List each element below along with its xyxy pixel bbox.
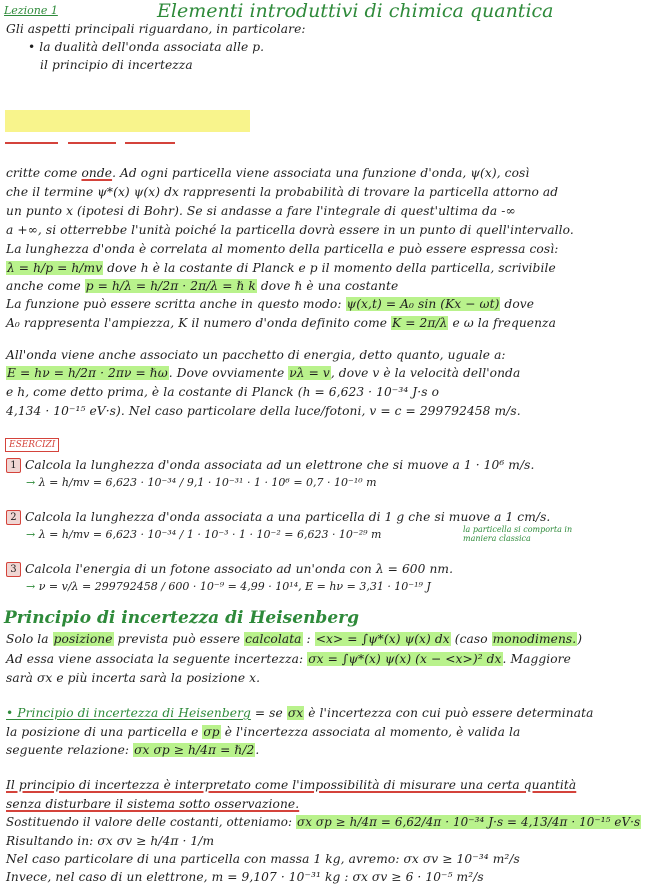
quantum-line-3: e h, come detto prima, è la costante di Planck (h = 6,623 · 10⁻³⁴ J·s o [6,385,440,399]
formula-wavenumber: K = 2π/λ [392,316,448,330]
heisenberg-line-5: la posizione di una particella e σp è l'incertezza associata al momento, è valida la [6,725,521,739]
heisenberg-line-12: Invece, nel caso di un elettrone, m = 9,107 · 10⁻³¹ kg : σx σv ≥ 6 · 10⁻⁵ m²/s [6,870,484,884]
exercise-1-answer: → λ = h/mv = 6,623 · 10⁻³⁴ / 9,1 · 10⁻³¹ · 1 · 10⁶ = 0,7 · 10⁻¹⁰ m [26,476,377,489]
wave-line-3: un punto x (ipotesi di Bohr). Se si andasse a fare l'integrale di quest'ultima da -∞ [6,204,516,218]
exercise-2-answer: → λ = h/mv = 6,623 · 10⁻³⁴ / 1 · 10⁻³ · 1 · 10⁻² = 6,623 · 10⁻²⁹ m [26,528,382,541]
formula-velocity: νλ = v [289,366,330,380]
exercises-label: ESERCIZI [5,438,59,452]
wave-line-4: a +∞, si otterrebbe l'unità poiché la particella dovrà essere in un punto di quell'intervallo. [6,223,574,237]
intro-bullet-uncertainty: il principio di incertezza [40,58,193,72]
exercise-1: 1 Calcola la lunghezza d'onda associata ad un elettrone che si muove a 1 · 10⁶ m/s. [6,458,535,473]
exercise-number: 2 [6,510,21,525]
wave-line-8: La funzione può essere scritta anche in questo modo: ψ(x,t) = A₀ sin (Kx − ωt) dove [6,297,535,311]
wave-line-7: anche come p = h/λ = h/2π · 2π/λ = ℏ k dove ℏ è una costante [6,279,399,293]
formula-energy: E = hν = h/2π · 2πν = ℏω [7,366,168,380]
formula-momentum: p = h/λ = h/2π · 2π/λ = ℏ k [85,279,256,293]
wave-line-2: che il termine ψ*(x) ψ(x) dx rappresenti la probabilità di trovare la particella attorno ad [6,185,559,199]
heisenberg-line-4: • Principio di incertezza di Heisenberg = se σx è l'incertezza con cui può essere determinata [6,706,594,720]
heisenberg-line-11: Nel caso particolare di una particella con massa 1 kg, avremo: σx σv ≥ 10⁻³⁴ m²/s [6,852,520,866]
underline-mark [68,142,116,144]
formula-position-uncertainty: σx = ∫ψ*(x) ψ(x) (x − <x>)² dx [308,652,502,666]
formula-constants: σx σp ≥ h/4π = 6,62/4π · 10⁻³⁴ J·s = 4,13/4π · 10⁻¹⁵ eV·s [297,815,641,829]
exercise-number: 1 [6,458,21,473]
formula-heisenberg: σx σp ≥ h/4π = ℏ/2 [134,743,255,757]
exercise-3: 3 Calcola l'energia di un fotone associato ad un'onda con λ = 600 nm. [6,562,453,577]
wave-line-9: A₀ rappresenta l'ampiezza, K il numero d'onda definito come K = 2π/λ e ω la frequenza [6,316,556,330]
exercise-2-note: la particella si comporta in maniera classica [463,525,573,543]
quantum-line-2: E = hν = h/2π · 2πν = ℏω. Dove ovviamente νλ = v, dove v è la velocità dell'onda [7,366,521,380]
heisenberg-line-2: Ad essa viene associata la seguente incertezza: σx = ∫ψ*(x) ψ(x) (x − <x>)² dx. Maggiore [6,652,571,666]
heisenberg-line-7: Il principio di incertezza è interpretato come l'impossibilità di misurare una certa quantità [6,778,577,792]
heisenberg-line-9: Sostituendo il valore delle costanti, otteniamo: σx σp ≥ h/4π = 6,62/4π · 10⁻³⁴ J·s = 4,13/4π · 10⁻¹⁵ eV·s [6,815,641,829]
page-title: Elementi introduttivi di chimica quantica [157,0,554,22]
heisenberg-line-3: sarà σx e più incerta sarà la posizione x. [6,671,261,685]
formula-wavefunction: ψ(x,t) = A₀ sin (Kx − ωt) [346,297,500,311]
wave-line-1: critte come onde. Ad ogni particella viene associata una funzione d'onda, ψ(x), così [6,166,530,180]
underline-mark [125,142,175,144]
heisenberg-line-10: Risultando in: σx σv ≥ h/4π · 1/m [6,834,215,848]
heisenberg-line-6: seguente relazione: σx σp ≥ h/4π = ℏ/2. [6,743,260,757]
heisenberg-line-1: Solo la posizione prevista può essere calcolata : <x> = ∫ψ*(x) ψ(x) dx (caso monodimens.) [6,632,583,646]
wave-line-6: λ = h/p = h/mv dove h è la costante di Planck e p il momento della particella, scrivibile [7,261,556,275]
lesson-label: Lezione 1 [4,4,58,17]
formula-de-broglie: λ = h/p = h/mv [7,261,103,275]
wave-line-5: La lunghezza d'onda è correlata al momento della particella e può essere espressa così: [6,242,559,256]
quantum-line-4: 4,134 · 10⁻¹⁵ eV·s). Nel caso particolare della luce/fotoni, v = c = 299792458 m/s. [6,404,521,418]
arrow-icon: → [26,476,39,489]
heisenberg-line-8: senza disturbare il sistema sotto osservazione. [6,797,300,811]
section-title-heisenberg: Principio di incertezza di Heisenberg [4,608,359,628]
exercise-3-answer: → ν = v/λ = 299792458 / 600 · 10⁻⁹ = 4,99 · 10¹⁴, E = hν = 3,31 · 10⁻¹⁹ J [26,580,431,593]
highlight-placeholder [5,110,250,132]
formula-expected-position: <x> = ∫ψ*(x) ψ(x) dx [315,632,450,646]
intro-bullet-duality: • la dualità dell'onda associata alle p. [28,40,265,54]
exercise-number: 3 [6,562,21,577]
underline-mark [5,142,58,144]
arrow-icon: → [26,580,39,593]
quantum-line-1: All'onda viene anche associato un pacchetto di energia, detto quanto, uguale a: [6,348,506,362]
arrow-icon: → [26,528,39,541]
intro-line: Gli aspetti principali riguardano, in particolare: [6,22,306,36]
exercise-2: 2 Calcola la lunghezza d'onda associata a una particella di 1 g che si muove a 1 cm/s. [6,510,550,525]
